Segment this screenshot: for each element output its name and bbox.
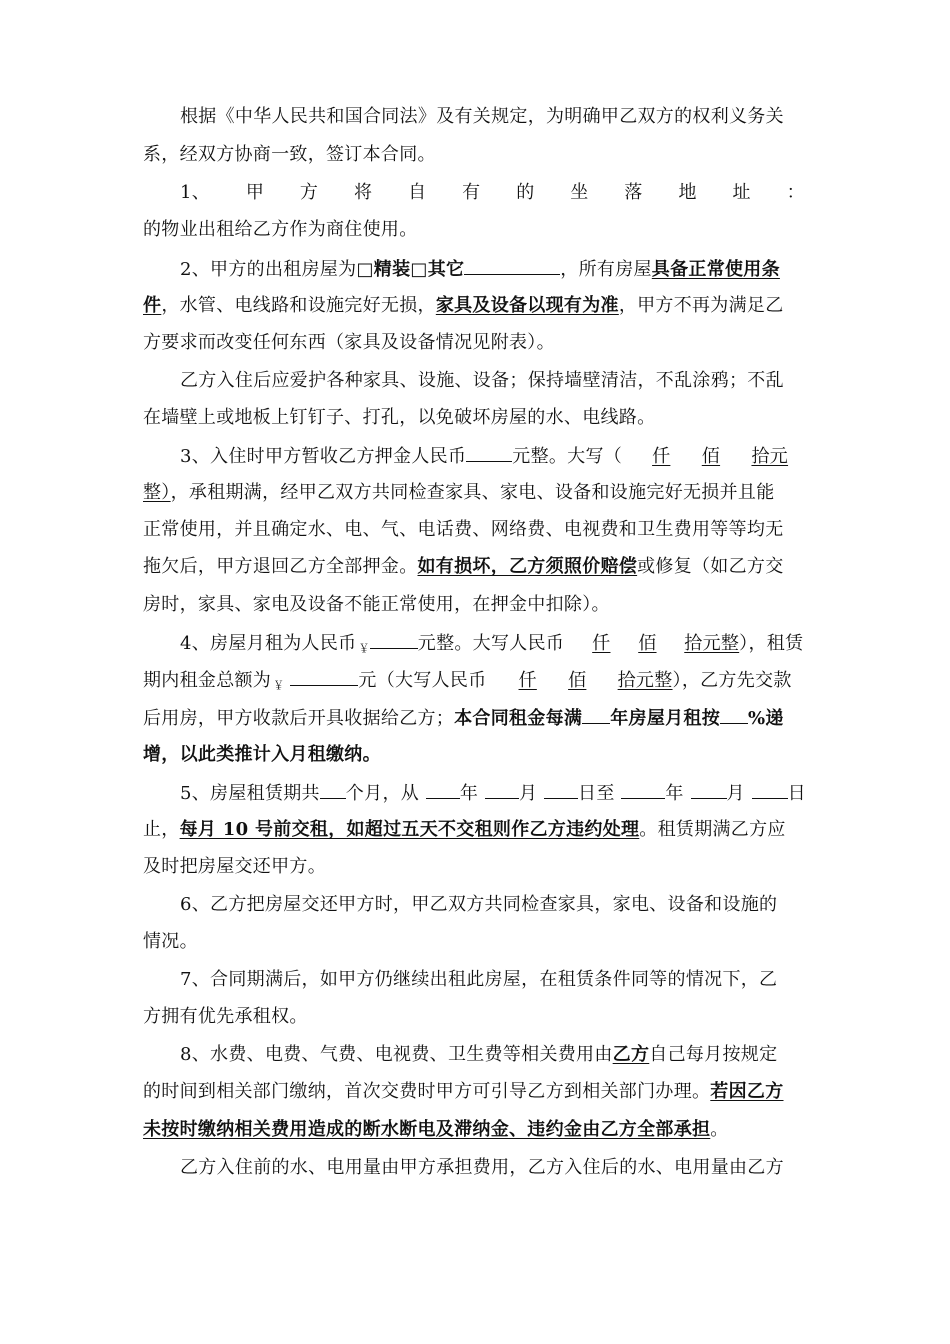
clause-5-text: 止， <box>143 819 180 840</box>
care-line-2: 在墙壁上或地板上钉钉子、打孔，以免破坏房屋的水、电线路。 <box>143 407 656 428</box>
clause-1-number: 1、 <box>180 182 211 203</box>
lease-months-blank[interactable] <box>320 780 346 799</box>
clause-1-char: 自 <box>408 182 427 203</box>
clause-7-line-1: 7、合同期满后，如甲方仍继续出租此房屋，在租赁条件同等的情况下，乙 <box>180 969 778 990</box>
clause-5-line-1 <box>180 780 806 807</box>
clause-5-text: 月 <box>518 783 538 804</box>
unit-bai: 佰 <box>701 446 721 467</box>
clause-2-emphasis: 家具及设备以现有为准 <box>435 295 619 316</box>
intro-line-2: 系，经双方协商一致，签订本合同。 <box>143 144 436 165</box>
checkbox-other[interactable]: □ <box>410 259 428 280</box>
clause-1-line-2: 的物业出租给乙方作为商住使用。 <box>143 219 418 240</box>
end-day-blank[interactable] <box>752 780 788 799</box>
clause-1-char: 将 <box>353 182 373 203</box>
other-blank[interactable] <box>464 256 560 275</box>
clause-5-text: 年 <box>459 783 479 804</box>
clause-4-line-2 <box>143 667 792 699</box>
clause-2-line-1 <box>180 256 780 283</box>
clause-5-text: 日至 <box>578 783 615 804</box>
increase-percent-blank[interactable] <box>720 705 748 724</box>
clause-2-emphasis: 具备正常使用条 <box>651 259 780 280</box>
clause-4-text: 4、房屋月租为人民币 <box>180 633 357 654</box>
yen-symbol: ￥ <box>358 642 370 655</box>
end-year-blank[interactable] <box>621 780 665 799</box>
clause-6-line-2: 情况。 <box>143 931 198 952</box>
unit-qian: 仟 <box>518 670 537 691</box>
clause-2-emphasis: 件 <box>143 295 162 316</box>
checkbox-finished[interactable]: □ <box>356 259 374 280</box>
clause-4-line-1 <box>180 630 803 662</box>
end-month-blank[interactable] <box>691 780 727 799</box>
unit-qian: 仟 <box>592 633 611 654</box>
clause-8-emphasis: 若因乙方 <box>710 1081 784 1102</box>
clause-8-text: 的时间到相关部门缴纳，首次交费时甲方可引导乙方到相关部门办理。 <box>143 1081 711 1102</box>
clause-7-line-2: 方拥有优先承租权。 <box>143 1006 308 1027</box>
clause-8-text: 。 <box>710 1119 729 1140</box>
clause-8-text: 8、水费、电费、气费、电视费、卫生费等相关费用由 <box>180 1044 613 1065</box>
start-year-blank[interactable] <box>426 780 460 799</box>
deposit-uppercase-end: 整） <box>143 482 171 503</box>
clause-5-emphasis: 每月 10 号前交租，如超过五天不交租则作乙方违约处理 <box>179 819 640 840</box>
clause-8-emphasis: 未按时缴纳相关费用造成的断水断电及滞纳金、违约金由乙方全部承担 <box>143 1119 711 1140</box>
clause-3-text: 拖欠后，甲方退回乙方全部押金。 <box>143 556 418 577</box>
monthly-rent-blank[interactable] <box>370 630 418 649</box>
total-rent-uppercase-field[interactable] <box>487 668 673 694</box>
clause-2-line-3: 方要求而改变任何东西（家具及设备情况见附表）。 <box>143 332 555 353</box>
start-month-blank[interactable] <box>485 780 519 799</box>
clause-3-line-4 <box>143 554 784 580</box>
start-day-blank[interactable] <box>544 780 578 799</box>
intro-line-1: 根据《中华人民共和国合同法》及有关规定，为明确甲乙双方的权利义务关 <box>180 106 784 127</box>
clause-1-char: 坐 <box>570 182 589 203</box>
deposit-uppercase-field[interactable] <box>622 444 788 470</box>
clause-2-line-2 <box>143 293 784 319</box>
unit-shi: 拾元整 <box>617 670 673 691</box>
unit-shi: 拾元整 <box>684 633 740 654</box>
clause-4-bold: 年房屋月租按 <box>610 708 721 729</box>
clause-3-text: 元整。大写（ <box>512 446 623 467</box>
clause-5-text: 日 <box>787 783 806 804</box>
clause-3-text: ，承租期满，经甲乙双方共同检查家具、家电、设备和设施完好无损并且能 <box>170 482 775 503</box>
clause-4-text: 后用房，甲方收款后开具收据给乙方； <box>143 708 455 729</box>
clause-2-text: 2、甲方的出租房屋为 <box>180 259 357 280</box>
monthly-rent-uppercase-field[interactable] <box>564 631 739 657</box>
clause-1-line-1 <box>180 180 805 206</box>
clause-3-line-3: 正常使用，并且确定水、电、气、电话费、网络费、电视费和卫生费用等等均无 <box>143 519 784 540</box>
clause-1-char: 有 <box>462 182 481 203</box>
clause-5-text: 。租赁期满乙方应 <box>639 819 786 840</box>
clause-5-line-3: 及时把房屋交还甲方。 <box>143 856 326 877</box>
clause-5-text: 月 <box>726 783 745 804</box>
clause-4-line-4: 增，以此类推计入月租缴纳。 <box>143 744 381 765</box>
clause-8-line-2 <box>143 1079 784 1105</box>
clause-3-emphasis: 如有损坏，乙方须照价赔偿 <box>417 556 638 577</box>
clause-1-char: 方 <box>299 182 319 203</box>
clause-2-text: ，甲方不再为满足乙 <box>618 295 784 316</box>
clause-3-line-2 <box>143 480 775 506</box>
clause-1-char: 址 <box>732 182 751 203</box>
clause-8-emphasis: 乙方 <box>612 1044 650 1065</box>
clause-2-text: ，水管、电线路和设施完好无损， <box>161 295 436 316</box>
clause-4-bold: 本合同租金每满 <box>454 708 583 729</box>
unit-qian: 仟 <box>652 446 671 467</box>
clause-5-line-2 <box>143 817 786 843</box>
clause-8-line-3 <box>143 1117 729 1143</box>
clause-4-text: 元（大写人民币 <box>358 670 487 691</box>
increase-years-blank[interactable] <box>582 705 610 724</box>
option-finished: 精装 <box>373 259 411 280</box>
clause-1-char: ： <box>786 182 805 203</box>
utilities-line-1: 乙方入住前的水、电用量由甲方承担费用，乙方入住后的水、电用量由乙方 <box>180 1157 784 1178</box>
unit-bai: 佰 <box>638 633 657 654</box>
yen-symbol: ￥ <box>273 679 285 692</box>
clause-2-text: ，所有房屋 <box>560 259 652 280</box>
clause-1-char: 地 <box>678 182 697 203</box>
clause-8-text: 自己每月按规定 <box>649 1044 778 1065</box>
clause-1-char: 甲 <box>245 182 265 203</box>
clause-8-line-1 <box>180 1042 777 1068</box>
care-line-1: 乙方入住后应爱护各种家具、设施、设备；保持墙壁清洁，不乱涂鸦；不乱 <box>180 370 784 391</box>
clause-1-char: 的 <box>516 182 535 203</box>
clause-4-text: ），乙方先交款 <box>672 670 792 691</box>
clause-6-line-1: 6、乙方把房屋交还甲方时，甲乙双方共同检查家具，家电、设备和设施的 <box>180 894 778 915</box>
clause-3-text: 3、入住时甲方暂收乙方押金人民币 <box>180 446 467 467</box>
clause-3-text: 或修复（如乙方交 <box>637 556 784 577</box>
clause-4-bold: %递 <box>748 708 784 729</box>
clause-4-text: ），租赁 <box>739 633 804 654</box>
deposit-amount-blank[interactable] <box>466 443 512 462</box>
clause-1-char: 落 <box>624 182 643 203</box>
clause-5-text: 5、房屋租赁期共 <box>180 783 320 804</box>
clause-3-line-1 <box>180 443 788 470</box>
clause-3-line-5: 房时，家具、家电及设备不能正常使用，在押金中扣除）。 <box>143 594 610 615</box>
unit-shi: 拾元 <box>751 446 789 467</box>
clause-4-line-3 <box>143 705 784 732</box>
option-other: 其它 <box>427 259 465 280</box>
clause-4-text: 元整。大写人民币 <box>417 633 565 654</box>
unit-bai: 佰 <box>568 670 587 691</box>
clause-4-text: 期内租金总额为 <box>143 670 272 691</box>
clause-5-text: 个月，从 <box>345 783 420 804</box>
total-rent-blank[interactable] <box>290 667 358 686</box>
clause-5-text: 年 <box>665 783 684 804</box>
